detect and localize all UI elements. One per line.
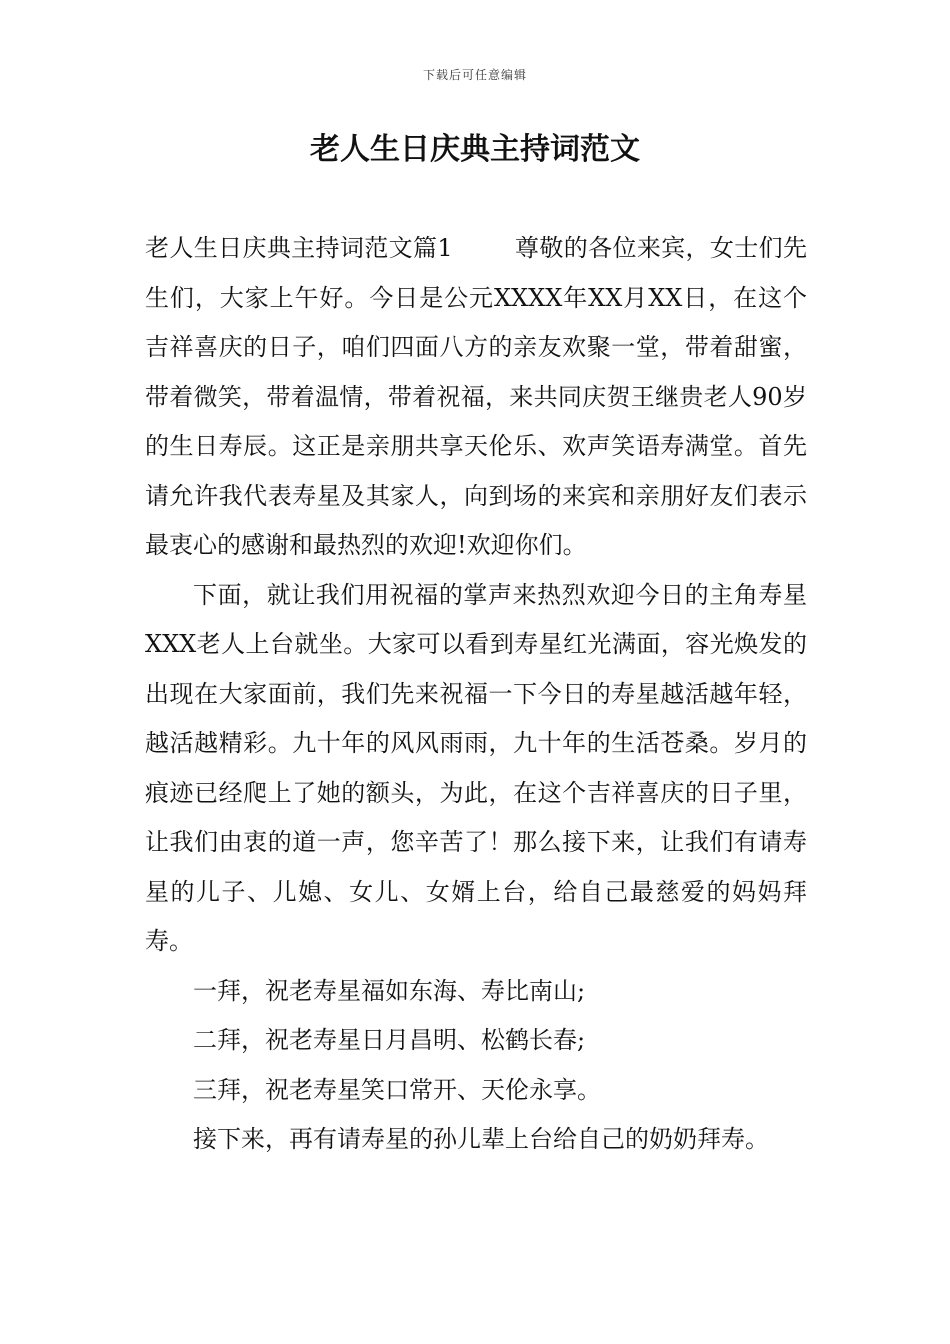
paragraph-4: 二拜，祝老寿星日月昌明、松鹤长春; xyxy=(193,1026,586,1054)
paragraph-3: 一拜，祝老寿星福如东海、寿比南山; xyxy=(193,976,586,1005)
document-body xyxy=(145,224,807,1165)
section-label: 老人生日庆典主持词范文篇1 xyxy=(145,234,453,262)
header-note: 下载后可任意编辑 xyxy=(422,68,527,82)
document-title: 老人生日庆典主持词范文 xyxy=(310,132,640,167)
paragraph-1 xyxy=(145,224,807,571)
paragraph-2: 下面，就让我们用祝福的掌声来热烈欢迎今日的主角寿星XXX老人上台就坐。大家可以看到寿星红光满面，容光焕发的出现在大家面前，我们先来祝福一下今日的寿星越活越年轻，越活越精彩。九十年的风风雨雨，九十年的生活苍桑。岁月的痕迹已经爬上了她的额头，为此，在这个吉祥喜庆的日子里，让我们由衷的道一声，您辛苦了！那么接下来，让我们有请寿星的儿子、儿媳、女儿、女婿上台，给自己最慈爱的妈妈拜寿。 xyxy=(145,580,807,955)
paragraph-1-text: 尊敬的各位来宾，女士们先生们，大家上午好。今日是公元XXXX年XX月XX日，在这个吉祥喜庆的日子，咱们四面八方的亲友欢聚一堂，带着甜蜜，带着微笑，带着温情，带着祝福，来共同庆贺王继贵老人90岁的生日寿辰。这正是亲朋共享天伦乐、欢声笑语寿满堂。首先请允许我代表寿星及其家人，向到场的来宾和亲朋好友们表示最衷心的感谢和最热烈的欢迎!欢迎你们。 xyxy=(145,234,807,559)
paragraph-6: 接下来，再有请寿星的孙儿辈上台给自己的奶奶拜寿。 xyxy=(193,1125,769,1153)
paragraph-5: 三拜，祝老寿星笑口常开、天伦永享。 xyxy=(193,1075,601,1104)
